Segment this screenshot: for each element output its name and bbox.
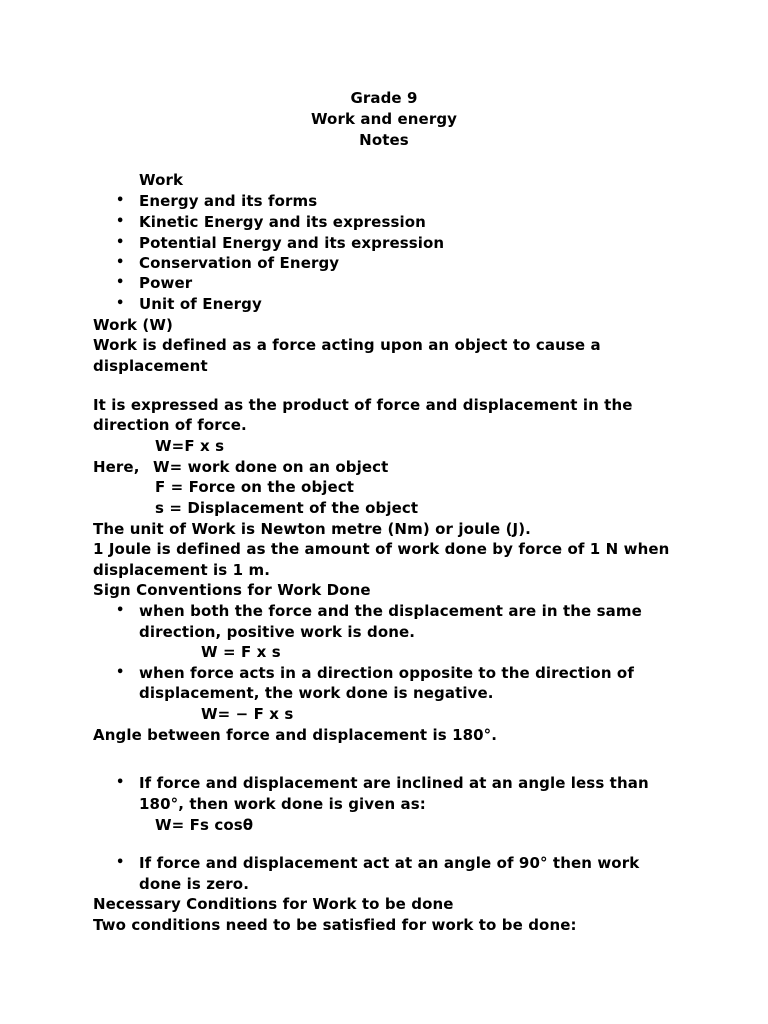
- negative-work-formula: W= − F x s: [201, 705, 294, 723]
- bullet-glyph: •: [116, 214, 125, 229]
- topic-item: Energy and its forms: [139, 192, 318, 210]
- negative-work-line: when force acts in a direction opposite to the direction of: [139, 664, 634, 682]
- work-unit: The unit of Work is Newton metre (Nm) or joule (J).: [93, 520, 531, 538]
- positive-work-line: direction, positive work is done.: [139, 623, 416, 641]
- bullet-glyph: •: [116, 603, 125, 618]
- work-expressed-line: It is expressed as the product of force and displacement in the: [93, 396, 633, 414]
- work-heading: Work (W): [93, 316, 173, 334]
- notes-title: Notes: [359, 131, 409, 149]
- zero-work-line: done is zero.: [139, 875, 250, 893]
- bullet-glyph: •: [116, 296, 125, 311]
- inclined-angle-line: 180°, then work done is given as:: [139, 795, 426, 813]
- topic-item: Potential Energy and its expression: [139, 234, 445, 252]
- definition-w: W= work done on an object: [153, 458, 389, 476]
- work-definition-line: displacement: [93, 357, 208, 375]
- topic-work: Work: [139, 171, 184, 189]
- sign-heading: Sign Conventions for Work Done: [93, 581, 371, 599]
- bullet-glyph: •: [116, 235, 125, 250]
- bullet-glyph: •: [116, 775, 125, 790]
- grade-title: Grade 9: [350, 89, 418, 107]
- bullet-glyph: •: [116, 275, 125, 290]
- work-formula: W=F x s: [155, 437, 225, 455]
- conditions-intro: Two conditions need to be satisfied for work to be done:: [93, 916, 577, 934]
- definition-f: F = Force on the object: [155, 478, 355, 496]
- bullet-glyph: •: [116, 665, 125, 680]
- joule-definition-line: 1 Joule is defined as the amount of work done by force of 1 N when: [93, 540, 670, 558]
- positive-work-line: when both the force and the displacement are in the same: [139, 602, 642, 620]
- positive-work-formula: W = F x s: [201, 643, 281, 661]
- bullet-glyph: •: [116, 255, 125, 270]
- conditions-heading: Necessary Conditions for Work to be done: [93, 895, 454, 913]
- joule-definition-line: displacement is 1 m.: [93, 561, 271, 579]
- definition-s: s = Displacement of the object: [155, 499, 419, 517]
- bullet-glyph: •: [116, 193, 125, 208]
- work-expressed-line: direction of force.: [93, 416, 247, 434]
- bullet-glyph: •: [116, 855, 125, 870]
- negative-work-line: displacement, the work done is negative.: [139, 684, 494, 702]
- topic-item: Kinetic Energy and its expression: [139, 213, 426, 231]
- subject-title: Work and energy: [310, 110, 458, 128]
- inclined-angle-line: If force and displacement are inclined at an angle less than: [139, 774, 649, 792]
- work-definition-line: Work is defined as a force acting upon an object to cause a: [93, 336, 601, 354]
- here-label: Here,: [93, 458, 140, 476]
- inclined-angle-formula: W= Fs cosθ: [155, 816, 254, 834]
- topic-item: Unit of Energy: [139, 295, 262, 313]
- zero-work-line: If force and displacement act at an angle of 90° then work: [139, 854, 640, 872]
- topic-item: Power: [139, 274, 193, 292]
- angle-180-line: Angle between force and displacement is 180°.: [93, 726, 498, 744]
- topic-item: Conservation of Energy: [139, 254, 340, 272]
